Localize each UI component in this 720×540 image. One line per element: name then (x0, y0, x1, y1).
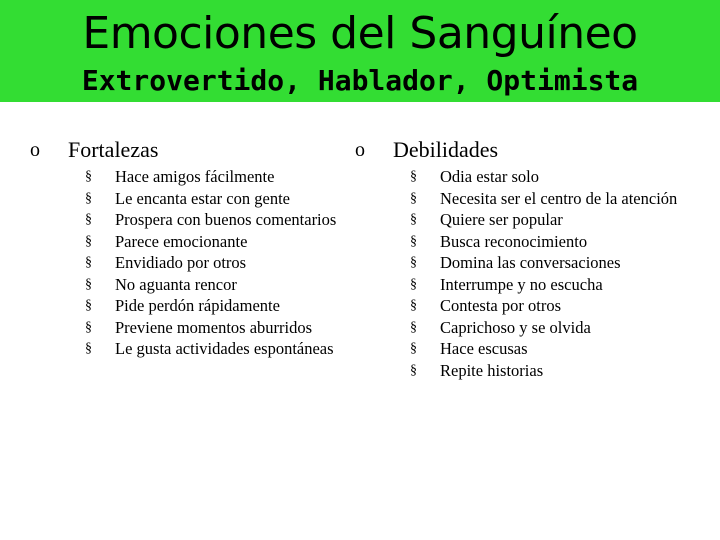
circle-bullet-icon: o (30, 139, 40, 161)
square-bullet-icon: § (85, 319, 92, 335)
list-item: § Previene momentos aburridos (85, 317, 313, 337)
square-bullet-icon: § (85, 233, 92, 249)
weaknesses-column (355, 134, 685, 381)
square-bullet-icon: § (85, 341, 92, 356)
strengths-heading-label: Fortalezas (68, 137, 159, 162)
square-bullet-icon: § (410, 255, 417, 270)
square-bullet-icon: § (410, 341, 417, 356)
circle-bullet-icon: o (355, 139, 365, 161)
list-item: § Repite historias (410, 360, 544, 380)
list-item: § Le gusta actividades espontáneas (85, 339, 334, 358)
square-bullet-icon: § (410, 319, 417, 335)
square-bullet-icon: § (85, 298, 92, 313)
list-item: § Hace escusas (410, 339, 528, 358)
strengths-column (30, 134, 350, 360)
square-bullet-icon: § (410, 190, 417, 206)
square-bullet-icon: § (410, 276, 417, 292)
list-item: § Le encanta estar con gente (85, 188, 290, 208)
list-item: § Odia estar solo (410, 167, 539, 186)
list-item: § Hace amigos fácilmente (85, 167, 275, 186)
list-item: § Pide perdón rápidamente (85, 296, 280, 315)
strengths-list (30, 166, 350, 360)
square-bullet-icon: § (410, 298, 417, 313)
square-bullet-icon: § (85, 212, 92, 227)
square-bullet-icon: § (85, 169, 92, 184)
square-bullet-icon: § (410, 212, 417, 227)
list-item: § Necesita ser el centro de la atención (410, 188, 678, 208)
page-title: Emociones del Sanguíneo (82, 8, 638, 59)
square-bullet-icon: § (410, 233, 417, 249)
list-item: § No aguanta rencor (85, 274, 237, 294)
list-item: § Interrumpe y no escucha (410, 274, 603, 294)
title-banner (0, 0, 720, 102)
list-item: § Domina las conversaciones (410, 253, 621, 272)
list-item: § Caprichoso y se olvida (410, 317, 591, 337)
page-subtitle: Extrovertido, Hablador, Optimista (81, 64, 639, 97)
square-bullet-icon: § (410, 169, 417, 184)
strengths-heading (30, 134, 350, 166)
weaknesses-heading (355, 134, 685, 166)
list-item: § Envidiado por otros (85, 253, 247, 272)
square-bullet-icon: § (85, 190, 92, 206)
square-bullet-icon: § (85, 276, 92, 292)
weaknesses-list (355, 166, 685, 381)
weaknesses-heading-label: Debilidades (393, 137, 499, 162)
square-bullet-icon: § (410, 362, 417, 378)
list-item: § Contesta por otros (410, 296, 561, 315)
list-item: § Parece emocionante (85, 231, 248, 251)
list-item: § Busca reconocimiento (410, 231, 588, 251)
list-item: § Prospera con buenos comentarios (85, 210, 337, 229)
list-item: § Quiere ser popular (410, 210, 563, 229)
square-bullet-icon: § (85, 255, 92, 270)
